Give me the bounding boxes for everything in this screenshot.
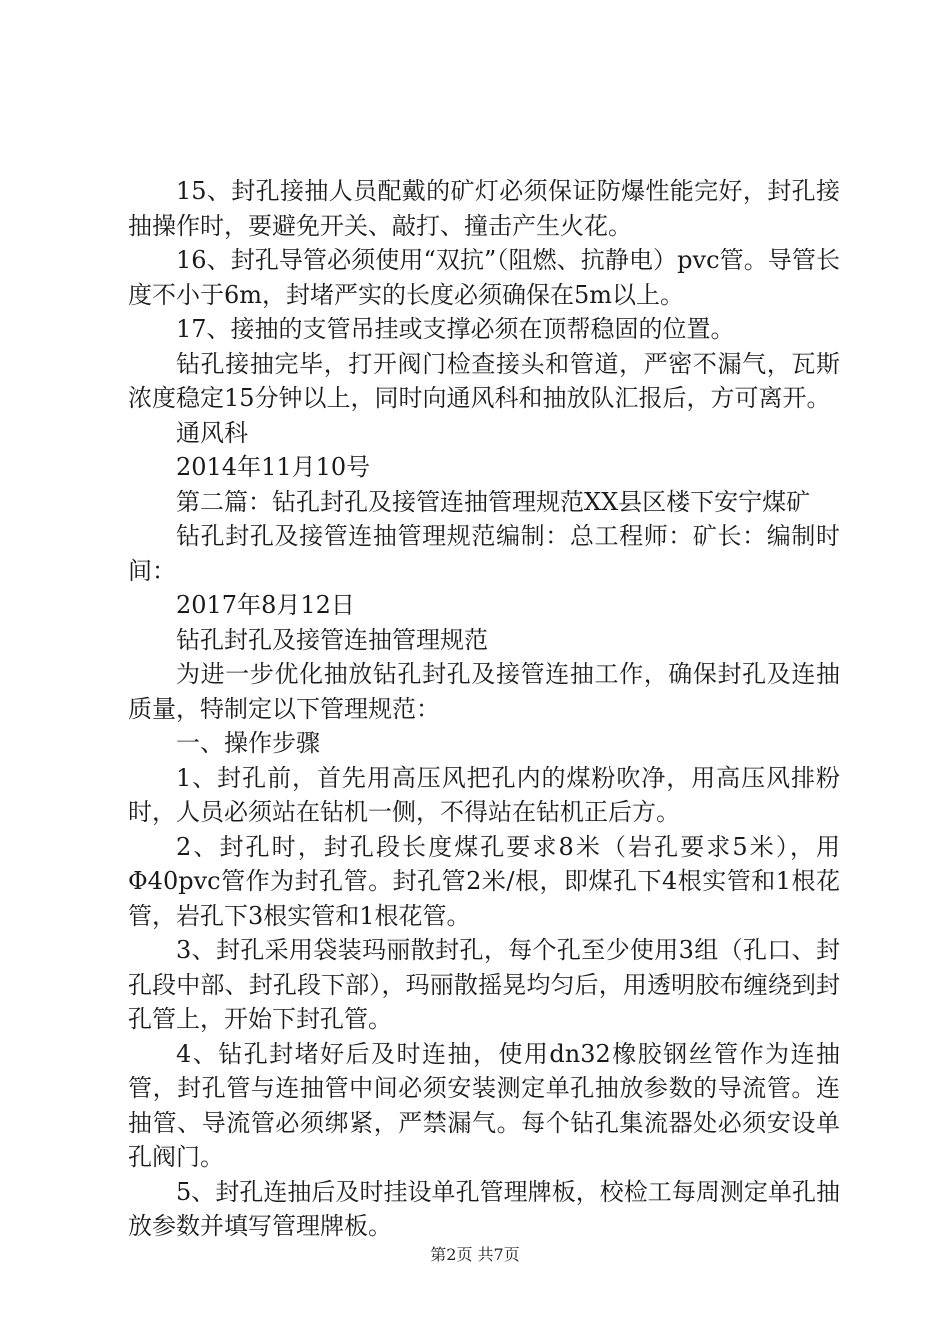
step-item-2: 2、封孔时，封孔段长度煤孔要求8米（岩孔要求5米），用Φ40pvc管作为封孔管。封孔管2米/根，即煤孔下4根实管和1根花管，岩孔下3根实管和1根花管。 — [128, 832, 840, 930]
step-item-1: 1、封孔前，首先用高压风把孔内的煤粉吹净，用高压风排粉时，人员必须站在钻机一侧，不得站在钻机正后方。 — [128, 763, 840, 826]
paragraph-item-15: 15、封孔接抽人员配戴的矿灯必须保证防爆性能完好，封孔接抽操作时，要避免开关、敲打、撞击产生火花。 — [128, 177, 840, 240]
compilation-info: 钻孔封孔及接管连抽管理规范编制：总工程师：矿长：编制时间： — [128, 522, 840, 585]
step-item-5: 5、封孔连抽后及时挂设单孔管理牌板，校检工每周测定单孔抽放参数并填写管理牌板。 — [128, 1177, 840, 1240]
document-body — [128, 174, 840, 1244]
step-item-3: 3、封孔采用袋装玛丽散封孔，每个孔至少使用3组（孔口、封孔段中部、封孔段下部），玛丽散摇晃均匀后，用透明胶布缠绕到封孔管上，开始下封孔管。 — [128, 936, 840, 1033]
intro-paragraph: 为进一步优化抽放钻孔封孔及接管连抽工作，确保封孔及连抽质量，特制定以下管理规范： — [128, 660, 840, 723]
issue-date: 2014年11月10号 — [176, 453, 371, 481]
paragraph-item-16: 16、封孔导管必须使用“双抗”（阻燃、抗静电）pvc管。导管长度不小于6m，封堵严实的长度必须确保在5m以上。 — [128, 246, 840, 309]
page-number-footer: 第2页 共7页 — [430, 1245, 520, 1264]
step-item-4: 4、钻孔封堵好后及时连抽，使用dn32橡胶钢丝管作为连抽管，封孔管与连抽管中间必须安装测定单孔抽放参数的导流管。连抽管、导流管必须绑紧，严禁漏气。每个钻孔集流器处必须安设单孔阀门。 — [128, 1039, 840, 1171]
document-title: 钻孔封孔及接管连抽管理规范 — [176, 625, 488, 654]
paragraph-item-17: 17、接抽的支管吊挂或支撑必须在顶帮稳固的位置。 — [176, 315, 735, 343]
paragraph-completion-note: 钻孔接抽完毕，打开阀门检查接头和管道，严密不漏气，瓦斯浓度稳定15分钟以上，同时向通风科和抽放队汇报后，方可离开。 — [128, 349, 840, 412]
issuer-department: 通风科 — [176, 418, 248, 447]
compilation-date: 2017年8月12日 — [176, 591, 355, 619]
section-heading-steps: 一、操作步骤 — [176, 729, 320, 757]
section-heading-part-two: 第二篇：钻孔封孔及接管连抽管理规范XX县区楼下安宁煤矿 — [176, 487, 811, 516]
